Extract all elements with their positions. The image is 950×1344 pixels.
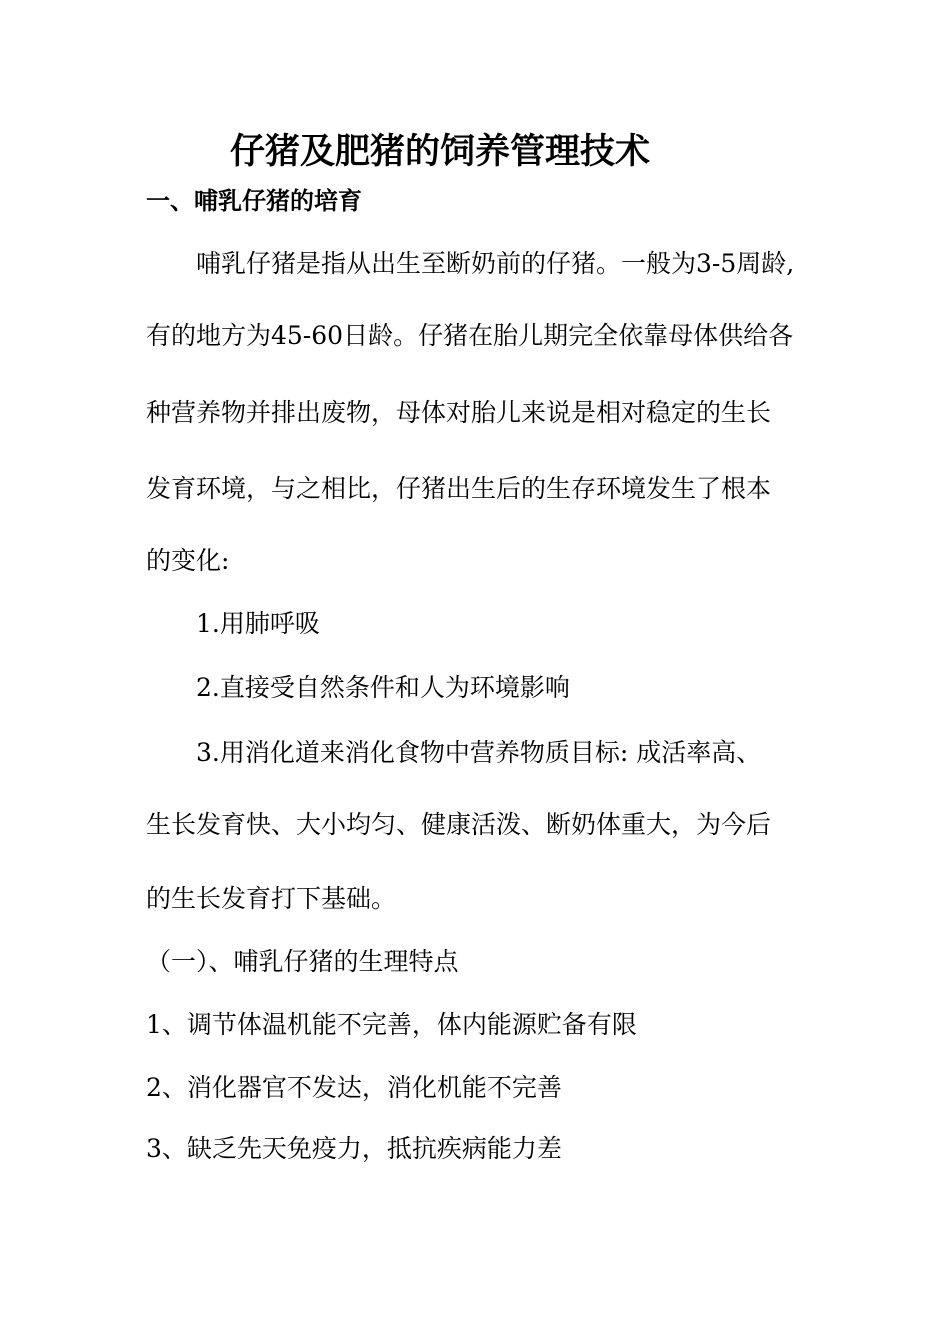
document-title: 仔猪及肥猪的饲养管理技术 — [229, 132, 650, 172]
subsection-heading: （一）、哺乳仔猪的生理特点 — [146, 947, 459, 976]
paragraph-line: 的生长发育打下基础。 — [146, 884, 397, 913]
section-heading: 一、哺乳仔猪的培育 — [146, 187, 362, 215]
list-item: 2.直接受自然条件和人为环境影响 — [196, 673, 570, 702]
list-item: 3.用消化道来消化食物中营养物质目标: 成活率高、 — [196, 738, 762, 767]
paragraph-line: 哺乳仔猪是指从出生至断奶前的仔猪。一般为3-5周龄, — [196, 249, 795, 278]
paragraph-line: 种营养物并排出废物，母体对胎儿来说是相对稳定的生长 — [146, 398, 772, 427]
paragraph-line: 发育环境，与之相比，仔猪出生后的生存环境发生了根本 — [146, 474, 772, 503]
list-item: 1、调节体温机能不完善，体内能源贮备有限 — [146, 1010, 637, 1039]
list-item: 1.用肺呼吸 — [196, 609, 320, 638]
paragraph-line: 生长发育快、大小均匀、健康活泼、断奶体重大，为今后 — [146, 810, 772, 839]
list-item: 2、消化器官不发达，消化机能不完善 — [146, 1073, 562, 1102]
paragraph-line: 的变化: — [146, 546, 230, 575]
list-item: 3、缺乏先天免疫力，抵抗疾病能力差 — [146, 1134, 562, 1163]
paragraph-line: 有的地方为45-60日龄。仔猪在胎儿期完全依靠母体供给各 — [146, 321, 794, 350]
